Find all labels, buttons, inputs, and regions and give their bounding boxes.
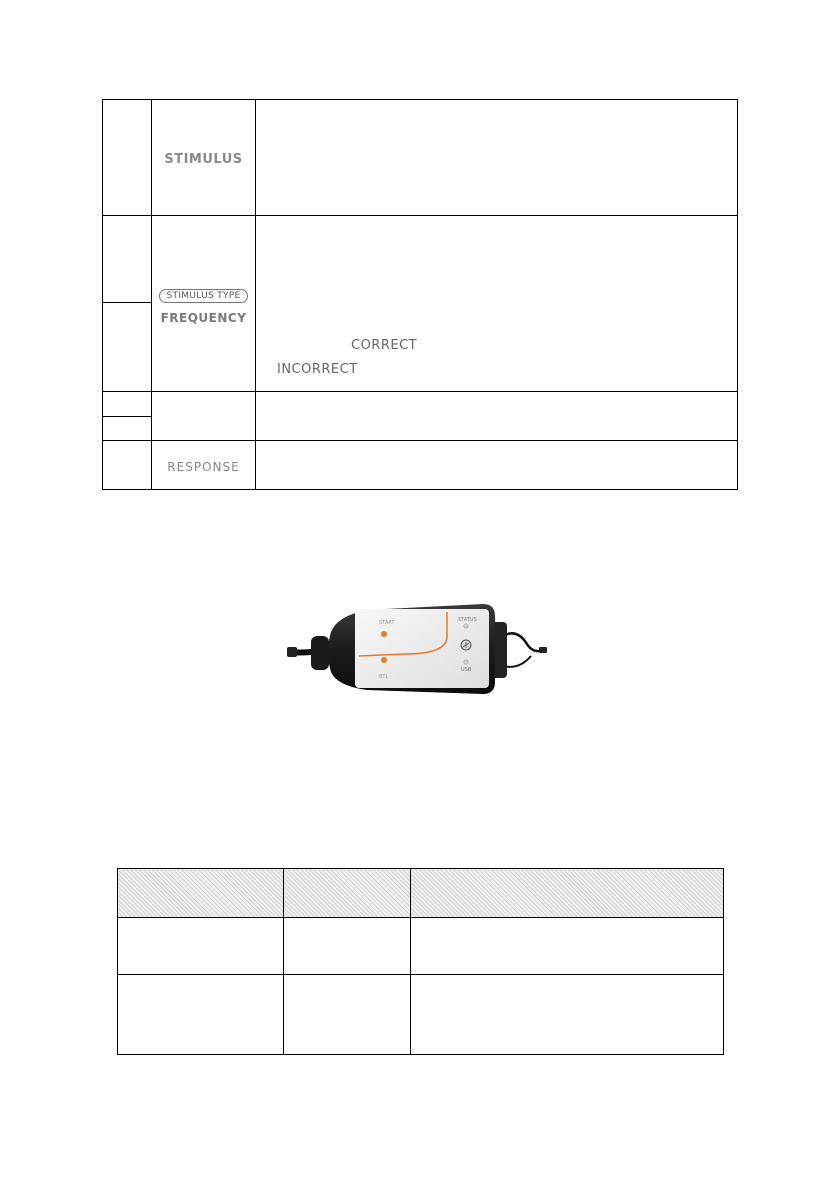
- usb-text: USB: [461, 667, 472, 673]
- strap-icon: [503, 633, 547, 667]
- description-cell: [256, 441, 738, 490]
- stimulus-type-badge: STIMULUS TYPE: [159, 289, 249, 303]
- row-number-cell: [103, 216, 152, 303]
- table-cell: [411, 918, 724, 975]
- table-row: [103, 216, 738, 303]
- stimulus-info-table: [102, 99, 738, 490]
- btl-button: [381, 657, 387, 663]
- table-row: [118, 975, 724, 1055]
- status-text: STATUS: [458, 617, 477, 623]
- btl-text: BTL: [379, 674, 389, 680]
- frequency-label: FREQUENCY: [160, 310, 247, 325]
- row-number-cell: [103, 303, 152, 392]
- row-number-cell: [103, 441, 152, 490]
- description-cell: [256, 216, 738, 392]
- label-cell: [152, 392, 256, 441]
- response-label: RESPONSE: [167, 459, 240, 474]
- table-cell: [411, 975, 724, 1055]
- table-cell: [284, 975, 411, 1055]
- table-row: [103, 100, 738, 216]
- usb-cable-icon: [287, 636, 329, 670]
- stimulus-label: STIMULUS: [164, 152, 243, 167]
- start-button: [381, 631, 387, 637]
- table-cell: [284, 918, 411, 975]
- description-cell: [256, 100, 738, 216]
- header-cell: [284, 869, 411, 918]
- status-led: [464, 624, 468, 628]
- table-row: [103, 441, 738, 490]
- specs-table: [117, 868, 724, 1055]
- table-row: [103, 392, 738, 417]
- start-text: START: [379, 620, 395, 626]
- row-number-cell: [103, 417, 152, 441]
- table-cell: [118, 918, 284, 975]
- label-cell: [152, 216, 256, 392]
- header-cell: [118, 869, 284, 918]
- table-header-row: [118, 869, 724, 918]
- label-cell: [152, 441, 256, 490]
- usb-led: [464, 660, 468, 664]
- table-cell: [118, 975, 284, 1055]
- header-cell: [411, 869, 724, 918]
- row-number-cell: [103, 100, 152, 216]
- description-cell: [256, 392, 738, 441]
- response-device-image: [287, 596, 553, 704]
- correct-label: CORRECT: [351, 338, 418, 353]
- table-row: [118, 918, 724, 975]
- row-number-cell: [103, 392, 152, 417]
- incorrect-label: INCORRECT: [277, 362, 358, 377]
- label-cell: [152, 100, 256, 216]
